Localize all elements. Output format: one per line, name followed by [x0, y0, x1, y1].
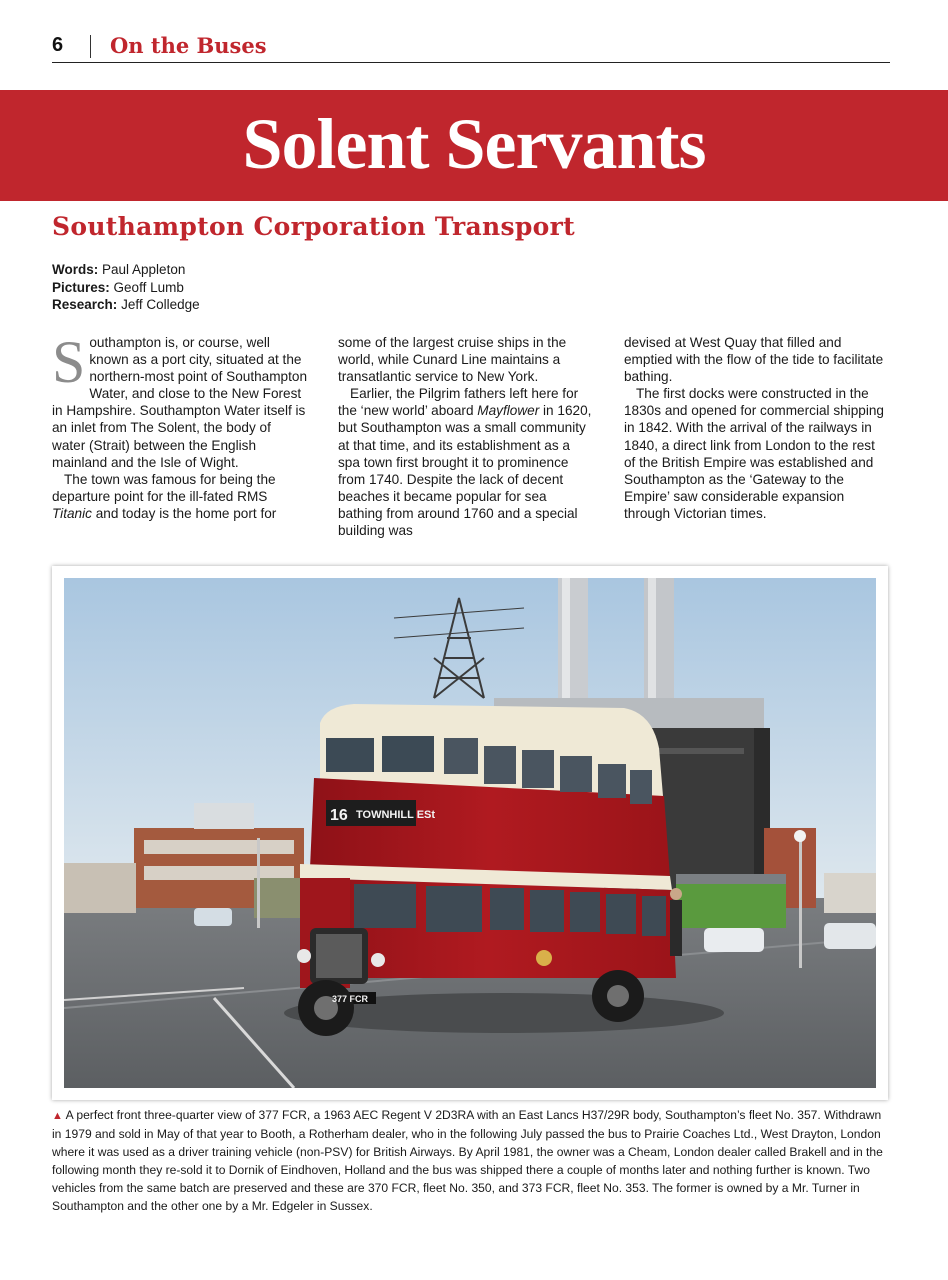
page-number: 6 — [52, 34, 64, 56]
credit-pictures: Pictures: Geoff Lumb — [52, 279, 184, 295]
photo-frame — [52, 566, 888, 1100]
section-name: On the Buses — [110, 33, 267, 58]
caption-text: A perfect front three-quarter view of 377 FCR, a 1963 AEC Regent V 2D3RA with an East Lancs H37/29R body, Southampton’s fleet No. 357. Withdrawn in 1979 and sold in May of that year to Booth, a Rotherham dealer, who in the following July passed the bus to Prairie Coaches Ltd., West Drayton, London where it was used as a driver training vehicle (non-PSV) for British Airways. By April 1981, the owner was a Cheam, London dealer called Brakell and in the following month they re-sold it to Dornik of Eindhoven, Holland and the bus was shipped there a couple of months later and nothing further is known. Two vehicles from the same batch are preserved and these are 370 FCR, fleet No. 350, and 373 FCR, fleet No. 353. The former is owned by a Mr. Turner in Southampton and the other one by a Mr. Edgeler in Sussex. — [52, 1108, 883, 1213]
body-column-1 — [52, 329, 308, 522]
body-column-2 — [338, 334, 593, 539]
credits — [52, 261, 200, 314]
paragraph: The first docks were constructed in the 1830s and opened for commercial shipping in 1842. With the arrival of the railways in 1840, a direct link from London to the rest of the British Empire was established and Southampton as the ‘Gateway to the Empire’ saw considerable expansion through Victorian times. — [624, 386, 884, 521]
photo-caption — [52, 1106, 892, 1215]
running-head — [52, 32, 890, 63]
credit-research: Research: Jeff Colledge — [52, 297, 200, 312]
registration-plate: 377 FCR — [332, 994, 369, 1004]
header-divider — [90, 35, 91, 58]
paragraph: The town was famous for being the departure point for the ill-fated RMS Titanic and today is the home port for — [52, 471, 277, 521]
paragraph: Earlier, the Pilgrim fathers left here for the ‘new world’ aboard Mayflower in 1620, but Southampton was a small community at that time, and its establishment as a spa town first brought it to prominence from 1740. Despite the lack of decent beaches it became popular for sea bathing from around 1760 and a special building was — [338, 386, 592, 539]
paragraph: Southampton is, or course, well known as a port city, situated at the northern-most point of Southampton Water, and close to the New Forest in Hampshire. Southampton Water itself is an inlet from The Solent, the body of water (Strait) between the English mainland and the Isle of Wight. — [52, 329, 308, 470]
destination-blind: TOWNHILL ESt — [356, 809, 436, 821]
article-title: Solent Servants — [242, 104, 706, 184]
credit-words: Words: Paul Appleton — [52, 262, 186, 277]
body-column-3 — [624, 334, 888, 522]
paragraph: some of the largest cruise ships in the world, while Cunard Line maintains a transatlantic service to New York. — [338, 335, 567, 385]
title-banner — [0, 90, 948, 201]
drop-cap: S — [52, 329, 86, 395]
route-number: 16 — [330, 807, 348, 824]
caption-marker-icon: ▲ — [52, 1110, 63, 1122]
bus-photo — [64, 578, 876, 1088]
paragraph: devised at West Quay that filled and emptied with the flow of the tide to facilitate bathing. — [624, 335, 884, 385]
article-subtitle: Southampton Corporation Transport — [52, 212, 575, 241]
